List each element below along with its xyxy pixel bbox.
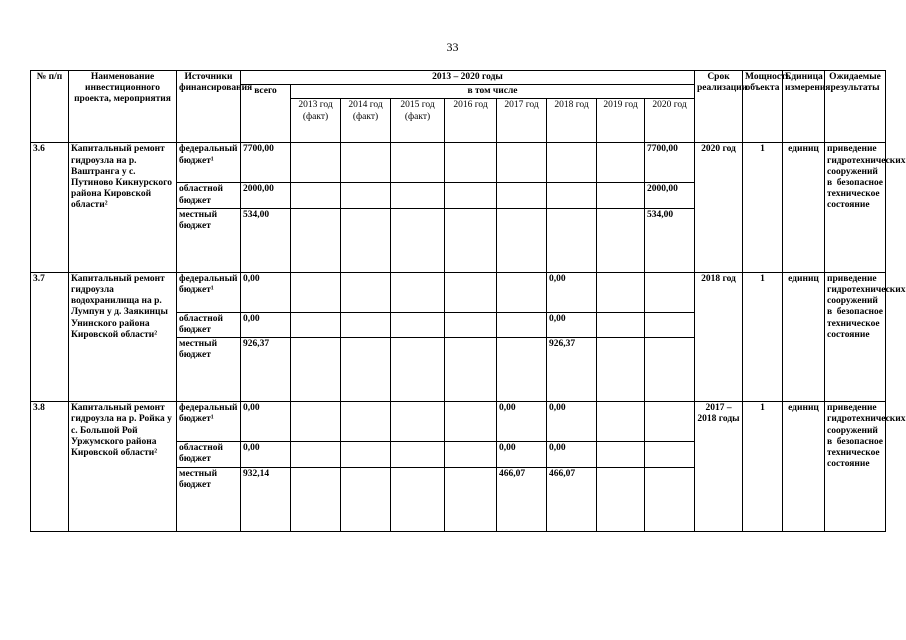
local-total: 926,37 <box>241 338 291 402</box>
header-result: Ожидаемые результаты <box>825 71 886 143</box>
row-number: 3.8 <box>31 402 69 531</box>
federal-2018: 0,00 <box>547 402 597 442</box>
federal-2017 <box>497 272 547 312</box>
federal-2018 <box>547 143 597 183</box>
regional-total: 0,00 <box>241 312 291 337</box>
header-row-1 <box>31 71 886 85</box>
regional-2017 <box>497 183 547 208</box>
source-regional: областной бюджет <box>177 183 241 208</box>
capacity: 1 <box>743 272 783 401</box>
federal-2020 <box>645 402 695 442</box>
row-number: 3.6 <box>31 143 69 272</box>
header-source: Источники финансирования <box>177 71 241 143</box>
term: 2018 год <box>695 272 743 401</box>
federal-2020 <box>645 272 695 312</box>
term: 2017 – 2018 годы <box>695 402 743 531</box>
local-2017 <box>497 208 547 272</box>
local-2018: 926,37 <box>547 338 597 402</box>
header-year-2018: 2018 год <box>547 99 597 143</box>
table-row <box>31 143 886 183</box>
source-regional: областной бюджет <box>177 442 241 467</box>
regional-2017 <box>497 312 547 337</box>
capacity: 1 <box>743 402 783 531</box>
federal-2017: 0,00 <box>497 402 547 442</box>
table-row <box>31 402 886 442</box>
header-year-2014: 2014 год (факт) <box>341 99 391 143</box>
federal-total: 0,00 <box>241 272 291 312</box>
local-2020: 534,00 <box>645 208 695 272</box>
header-unit: Единица измерения <box>783 71 825 143</box>
header-capacity: Мощность объекта <box>743 71 783 143</box>
local-2018: 466,07 <box>547 467 597 531</box>
regional-2020: 2000,00 <box>645 183 695 208</box>
header-num: № п/п <box>31 71 69 143</box>
federal-2020: 7700,00 <box>645 143 695 183</box>
local-2018 <box>547 208 597 272</box>
federal-2017 <box>497 143 547 183</box>
local-2020 <box>645 467 695 531</box>
project-name: Капитальный ремонт гидроузла на р. Ройка у с. Большой Рой Уржумского района Кировской области² <box>69 402 177 531</box>
header-including: в том числе <box>291 85 695 99</box>
local-total: 932,14 <box>241 467 291 531</box>
expected-result: приведение гидротехнических сооружений в безопасное техническое состояние <box>825 402 886 531</box>
source-federal: федеральный бюджет¹ <box>177 143 241 183</box>
page-number: 33 <box>446 40 459 54</box>
expected-result: приведение гидротехнических сооружений в безопасное техническое состояние <box>825 143 886 272</box>
header-year-2015: 2015 год (факт) <box>391 99 445 143</box>
unit: единиц <box>783 272 825 401</box>
local-2017: 466,07 <box>497 467 547 531</box>
project-name: Капитальный ремонт гидроузла водохранилища на р. Лумпун у д. Заякинцы Унинского района Кировской области² <box>69 272 177 401</box>
source-federal: федеральный бюджет¹ <box>177 272 241 312</box>
capacity: 1 <box>743 143 783 272</box>
federal-total: 0,00 <box>241 402 291 442</box>
unit: единиц <box>783 143 825 272</box>
investment-table <box>30 70 906 532</box>
table-row <box>31 272 886 312</box>
header-term: Срок реализации <box>695 71 743 143</box>
term: 2020 год <box>695 143 743 272</box>
local-total: 534,00 <box>241 208 291 272</box>
header-year-2016: 2016 год <box>445 99 497 143</box>
regional-2018: 0,00 <box>547 442 597 467</box>
regional-total: 2000,00 <box>241 183 291 208</box>
regional-2020 <box>645 442 695 467</box>
regional-total: 0,00 <box>241 442 291 467</box>
header-total: всего <box>241 85 291 143</box>
regional-2018 <box>547 183 597 208</box>
source-regional: областной бюджет <box>177 312 241 337</box>
project-name: Капитальный ремонт гидроузла на р. Ваштранга у с. Путиново Кикнурского района Кировской области² <box>69 143 177 272</box>
regional-2018: 0,00 <box>547 312 597 337</box>
source-local: местный бюджет <box>177 338 241 402</box>
row-number: 3.7 <box>31 272 69 401</box>
header-year-2020: 2020 год <box>645 99 695 143</box>
source-federal: федеральный бюджет¹ <box>177 402 241 442</box>
header-year-2013: 2013 год (факт) <box>291 99 341 143</box>
header-period: 2013 – 2020 годы <box>241 71 695 85</box>
header-year-2019: 2019 год <box>597 99 645 143</box>
header-year-2017: 2017 год <box>497 99 547 143</box>
local-2020 <box>645 338 695 402</box>
federal-total: 7700,00 <box>241 143 291 183</box>
regional-2017: 0,00 <box>497 442 547 467</box>
source-local: местный бюджет <box>177 467 241 531</box>
federal-2018: 0,00 <box>547 272 597 312</box>
local-2017 <box>497 338 547 402</box>
expected-result: приведение гидротехнических сооружений в безопасное техническое состояние <box>825 272 886 401</box>
source-local: местный бюджет <box>177 208 241 272</box>
header-name: Наименование инвестиционного проекта, мероприятия <box>69 71 177 143</box>
regional-2020 <box>645 312 695 337</box>
unit: единиц <box>783 402 825 531</box>
